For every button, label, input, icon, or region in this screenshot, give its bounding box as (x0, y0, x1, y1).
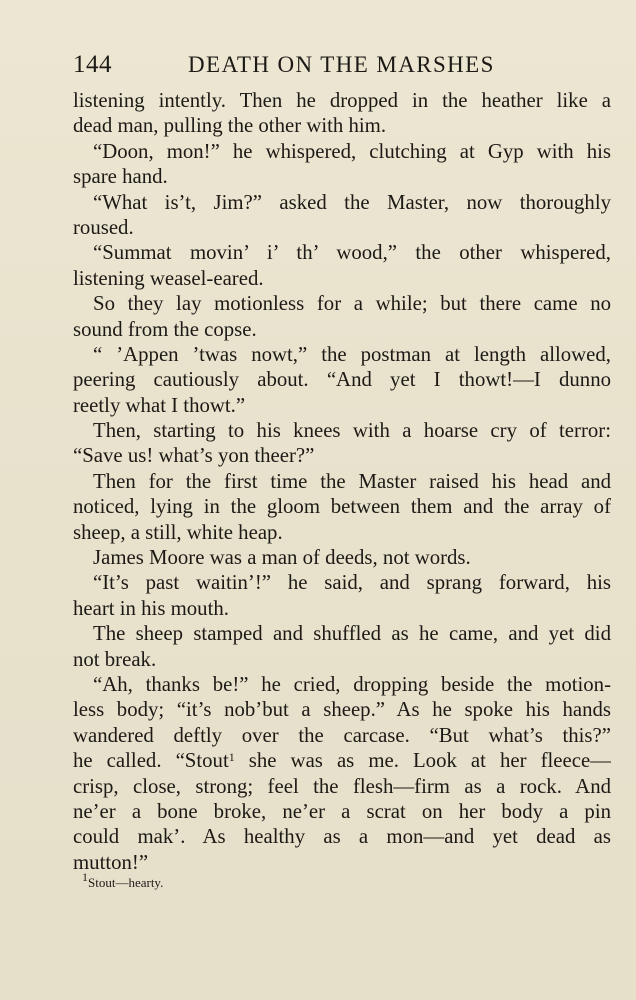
footnote-marker: 1 (82, 870, 88, 884)
text-line: “Summat movin’ i’ th’ wood,” the other whispered, (93, 241, 611, 265)
footnote (82, 870, 164, 892)
text-line: “Save us! what’s yon theer?” (73, 444, 315, 468)
text-segment: she was as me. Look at her fleece— (234, 749, 611, 773)
text-line: reetly what I thowt.” (73, 393, 246, 417)
text-line: “It’s past waitin’!” he said, and sprang forward, his (93, 571, 611, 595)
text-line: wandered deftly over the carcase. “But what’s this?” (73, 723, 611, 747)
text-line: Then, starting to his knees with a hoarse cry of terror: (93, 419, 611, 443)
text-line: spare hand. (73, 165, 168, 189)
running-head: DEATH ON THE MARSHES (188, 52, 495, 77)
text-line: listening intently. Then he dropped in the heather like a (73, 89, 611, 112)
body-text (73, 88, 611, 875)
text-segment: he called. “Stout (73, 749, 229, 773)
text-line: “Doon, mon!” he whispered, clutching at Gyp with his (93, 139, 611, 163)
footnote-reference: 1 (228, 750, 235, 765)
text-line-with-footnote (73, 748, 611, 773)
text-line: heart in his mouth. (73, 596, 229, 620)
text-line: peering cautiously about. “And yet I thowt!—I dunno (73, 368, 611, 392)
text-line: listening weasel-eared. (73, 266, 264, 290)
text-line: could mak’. As healthy as a mon—and yet dead as (73, 825, 611, 849)
text-line: mutton!” (73, 850, 149, 874)
text-line: roused. (73, 215, 134, 239)
page-number: 144 (73, 51, 112, 78)
text-line: dead man, pulling the other with him. (73, 114, 387, 138)
text-line: noticed, lying in the gloom between them and the array of (73, 495, 611, 519)
text-line: “What is’t, Jim?” asked the Master, now thoroughly (93, 190, 611, 214)
page-header (73, 48, 611, 82)
text-line: “ ’Appen ’twas nowt,” the postman at length allowed, (93, 342, 611, 366)
text-line: James Moore was a man of deeds, not words. (93, 546, 471, 570)
text-line: “Ah, thanks be!” he cried, dropping beside the motion- (93, 672, 611, 696)
text-line: The sheep stamped and shuffled as he came, and yet did (93, 622, 611, 646)
text-line: Then for the first time the Master raised his head and (93, 469, 611, 493)
text-line: less body; “it’s nob’but a sheep.” As he spoke his hands (73, 698, 611, 722)
text-line: not break. (73, 647, 157, 671)
text-line: So they lay motionless for a while; but there came no (93, 292, 611, 316)
text-line: sheep, a still, white heap. (73, 520, 283, 544)
text-line: sound from the copse. (73, 317, 257, 341)
text-line: crisp, close, strong; feel the flesh—firm as a rock. And (73, 774, 611, 798)
footnote-text: Stout—hearty. (88, 875, 164, 890)
text-line: ne’er a bone broke, ne’er a scrat on her body a pin (73, 799, 611, 823)
